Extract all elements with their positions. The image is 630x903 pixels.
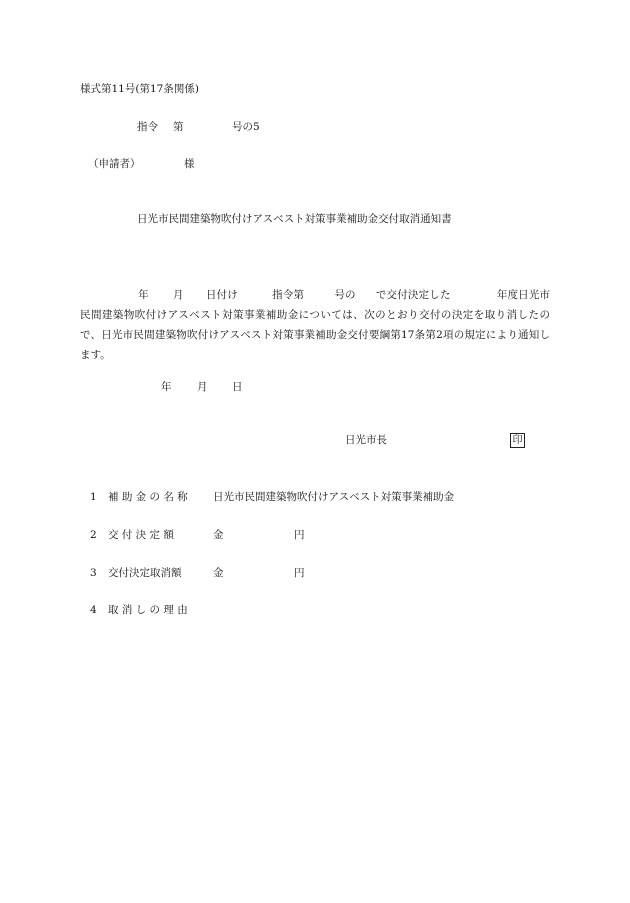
issue-month: 月	[197, 381, 208, 393]
signatory-title: 日光市長	[345, 434, 387, 446]
issue-year: 年	[161, 381, 172, 393]
issue-day: 日	[232, 381, 243, 393]
seal-mark: 印	[510, 433, 525, 448]
body-month: 月	[172, 289, 184, 301]
item-label: 補 助 金 の 名 称	[108, 491, 188, 503]
item-number: 3	[90, 567, 97, 579]
item-label: 交付決定取消額	[108, 567, 182, 579]
applicant-label: （申請者）	[88, 158, 141, 170]
body-year: 年	[138, 289, 149, 301]
item-number: 2	[90, 529, 97, 541]
body-decided: で交付決定した	[375, 289, 451, 301]
item-prefix: 金	[213, 529, 224, 541]
item-number: 4	[90, 604, 97, 616]
item-label: 交 付 決 定 額	[108, 529, 174, 541]
item-value: 日光市民間建築物吹付けアスベスト対策事業補助金	[213, 491, 455, 503]
body-directive-dai: 指令第	[271, 289, 305, 301]
item-unit: 円	[294, 567, 305, 579]
body-fiscal-text: 年度日光市民間建築物吹付けアスベスト対策事業補助金については、次のとおり交付の決定を取り消したので、日光市民間建築物吹付けアスベスト対策事業補助金交付要綱第17条第2項の規定により通知します。	[80, 289, 551, 361]
body-date-label: 日付け	[205, 289, 238, 301]
form-reference: 様式第11号(第17条関係)	[80, 83, 199, 95]
body-go-no: 号の	[334, 289, 356, 301]
item-prefix: 金	[213, 567, 224, 579]
item-label: 取 消 し の 理 由	[108, 604, 188, 616]
item-number: 1	[90, 491, 97, 503]
directive-dai: 第	[173, 121, 184, 133]
document-title: 日光市民間建築物吹付けアスベスト対策事業補助金交付取消通知書	[137, 213, 452, 225]
body-paragraph	[80, 285, 550, 365]
item-unit: 円	[294, 529, 305, 541]
directive-suffix: 号の5	[232, 121, 260, 133]
directive-prefix: 指令	[137, 121, 158, 133]
applicant-honorific: 様	[184, 158, 195, 170]
